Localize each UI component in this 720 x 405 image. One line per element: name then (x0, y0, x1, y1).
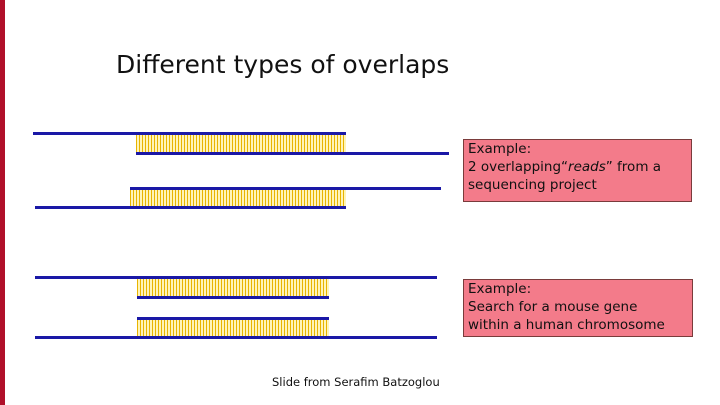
slide-title: Different types of overlaps (116, 50, 450, 79)
example-text-part: 2 overlapping“ (468, 159, 569, 175)
example-heading: Example: (468, 141, 532, 157)
example-text-line-2: within a human chromosome (468, 317, 665, 333)
overlap-region-2 (130, 190, 346, 206)
sequence-line-4-long (35, 336, 437, 339)
example-text-italic: reads (568, 159, 606, 175)
overlap-region-4 (137, 320, 329, 336)
slide-credit: Slide from Serafim Batzoglou (272, 375, 440, 389)
overlap-region-1a (136, 135, 346, 152)
overlap-region-3 (137, 279, 329, 296)
example-box-reads (463, 139, 692, 202)
example-heading: Example: (468, 281, 532, 297)
sequence-line-2b (35, 206, 346, 209)
example-text-line-1: Search for a mouse gene (468, 299, 638, 315)
example-box-gene-search (463, 279, 693, 337)
example-text-line-1 (468, 158, 687, 176)
example-text-line-2: sequencing project (468, 177, 597, 193)
example-text-part: ” from a (605, 159, 662, 175)
accent-bar (0, 0, 5, 405)
sequence-line-3-short (137, 296, 329, 299)
sequence-line-1b (136, 152, 449, 155)
